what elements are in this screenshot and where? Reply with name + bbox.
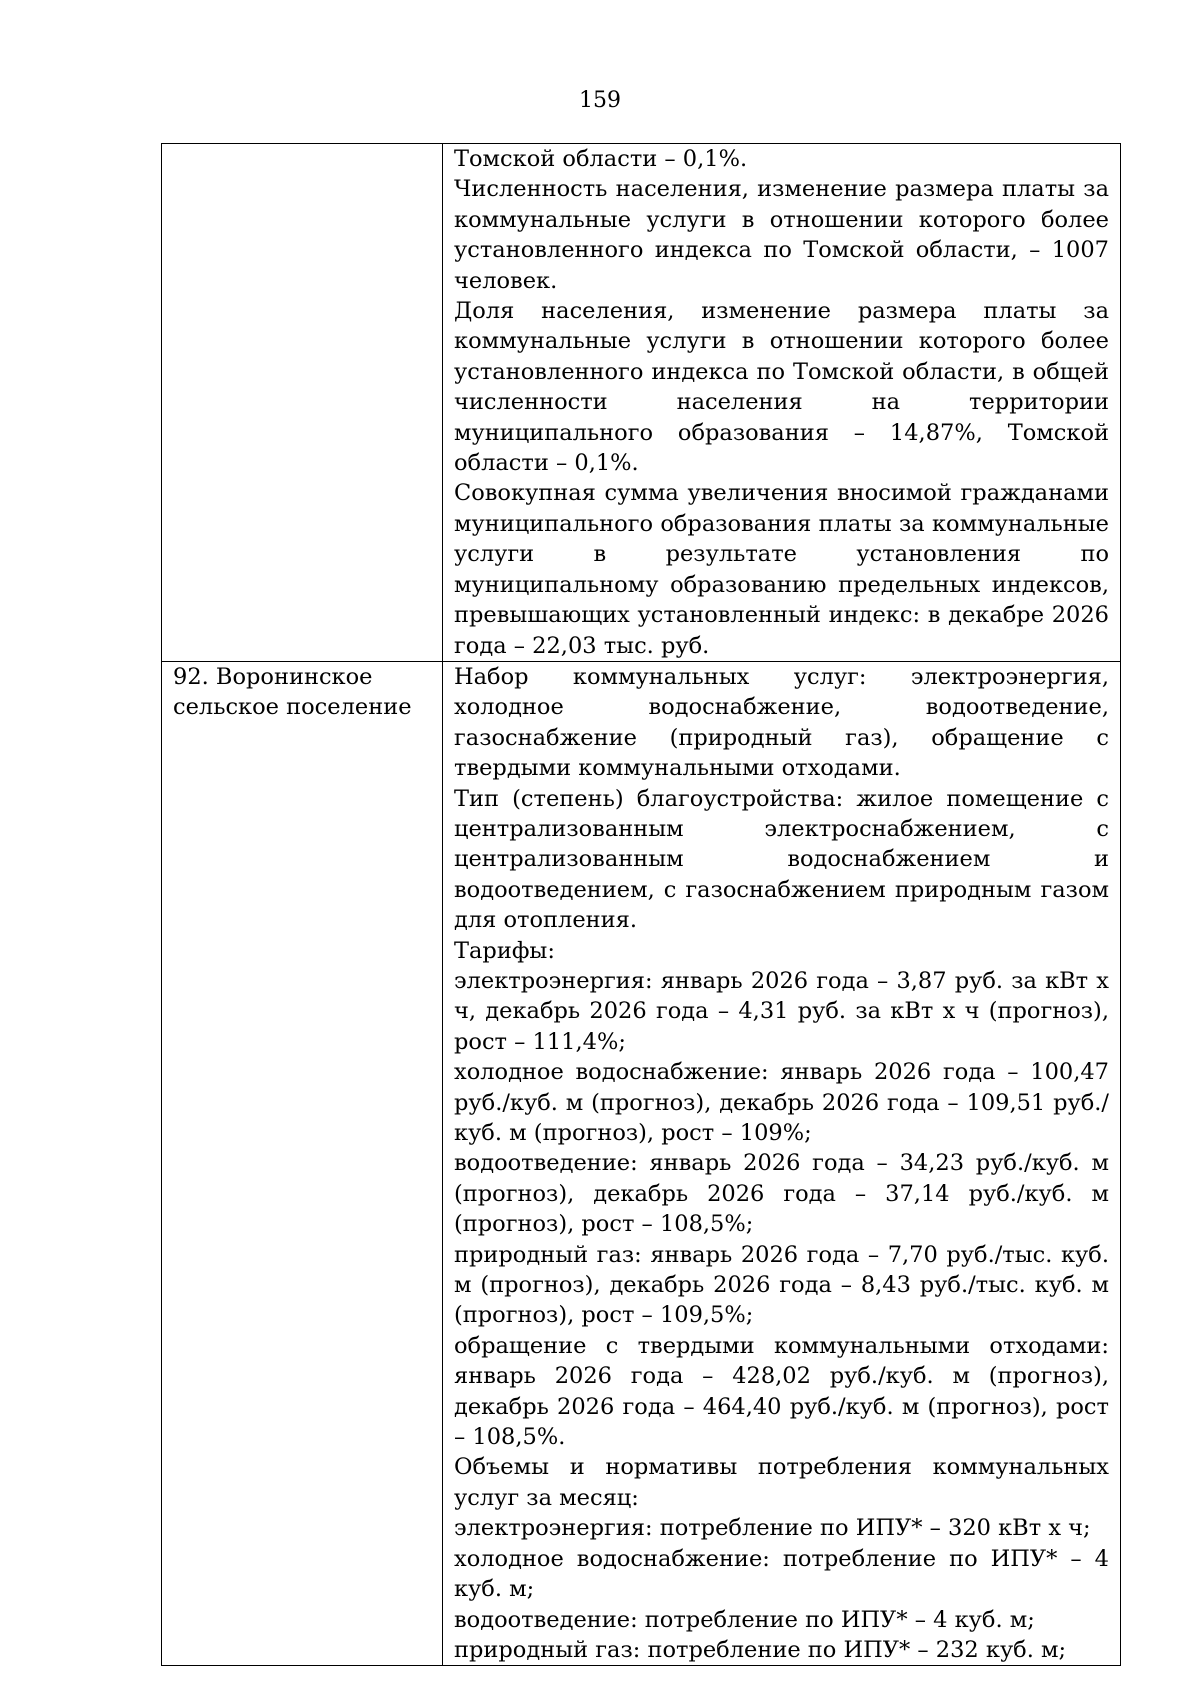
paragraph: электроэнергия: январь 2026 года – 3,87 руб. за кВт х ч, декабрь 2026 года – 4,31 руб. за кВт х ч (прогноз), рост – 111,4%; xyxy=(454,967,1109,1055)
paragraph: Доля населения, изменение размера платы за коммунальные услуги в отношении которого более установленного индекса по Томской области, в общей численности населения на территории муниципального образования – 14,87%, Томской области – 0,1%. xyxy=(454,298,1109,477)
paragraph: Томской области – 0,1%. xyxy=(454,146,748,172)
municipality-cell xyxy=(162,144,443,662)
paragraph: водоотведение: потребление по ИПУ* – 4 куб. м; xyxy=(454,1606,1035,1633)
paragraph: Совокупная сумма увеличения вносимой гражданами муниципального образования платы за коммунальные услуги в результате установления по муниципальному образованию предельных индексов, превышающих установленный индекс: в декабре 2026 года – 22,03 тыс. руб. xyxy=(454,480,1109,659)
paragraph: холодное водоснабжение: январь 2026 года – 100,47 руб./куб. м (прогноз), декабрь 2026 года – 109,51 руб./куб. м (прогноз), рост – 109%; xyxy=(454,1059,1109,1146)
paragraph: природный газ: потребление по ИПУ* – 232 куб. м; xyxy=(454,1636,1067,1663)
paragraph: Тарифы: xyxy=(454,937,555,964)
paragraph: электроэнергия: потребление по ИПУ* – 320 кВт х ч; xyxy=(454,1515,1091,1542)
paragraph: Тип (степень) благоустройства: жилое помещение с централизованным электроснабжением, с централизованным водоснабжением и водоотведением, с газоснабжением природным газом для отопления. xyxy=(454,785,1109,934)
paragraph: Объемы и нормативы потребления коммунальных услуг за месяц: xyxy=(454,1454,1109,1511)
paragraph: природный газ: январь 2026 года – 7,70 руб./тыс. куб. м (прогноз), декабрь 2026 года – 8,43 руб./тыс. куб. м (прогноз), рост – 109,5%; xyxy=(454,1241,1109,1329)
paragraph: обращение с твердыми коммунальными отходами: январь 2026 года – 428,02 руб./куб. м (прогноз), декабрь 2026 года – 464,40 руб./куб. м (прогноз), рост – 108,5%. xyxy=(454,1332,1109,1451)
paragraph: водоотведение: январь 2026 года – 34,23 руб./куб. м (прогноз), декабрь 2026 года – 37,14 руб./куб. м (прогноз), рост – 108,5%; xyxy=(454,1150,1109,1238)
table-row xyxy=(162,661,1121,1665)
paragraph: Набор коммунальных услуг: электроэнергия, холодное водоснабжение, водоотведение, газоснабжение (природный газ), обращение с твердыми коммунальными отходами. xyxy=(454,663,1109,782)
municipality-cell: 92. Воронинское сельское поселение xyxy=(162,661,443,1665)
table-row xyxy=(162,144,1121,662)
paragraph: Численность населения, изменение размера платы за коммунальные услуги в отношении которого более установленного индекса по Томской области, – 1007 человек. xyxy=(454,176,1109,294)
description-cell xyxy=(443,144,1121,662)
page-number: 159 xyxy=(579,88,621,113)
paragraph: холодное водоснабжение: потребление по ИПУ* – 4 куб. м; xyxy=(454,1545,1109,1603)
description-cell xyxy=(443,661,1121,1665)
municipality-table xyxy=(161,143,1121,1666)
